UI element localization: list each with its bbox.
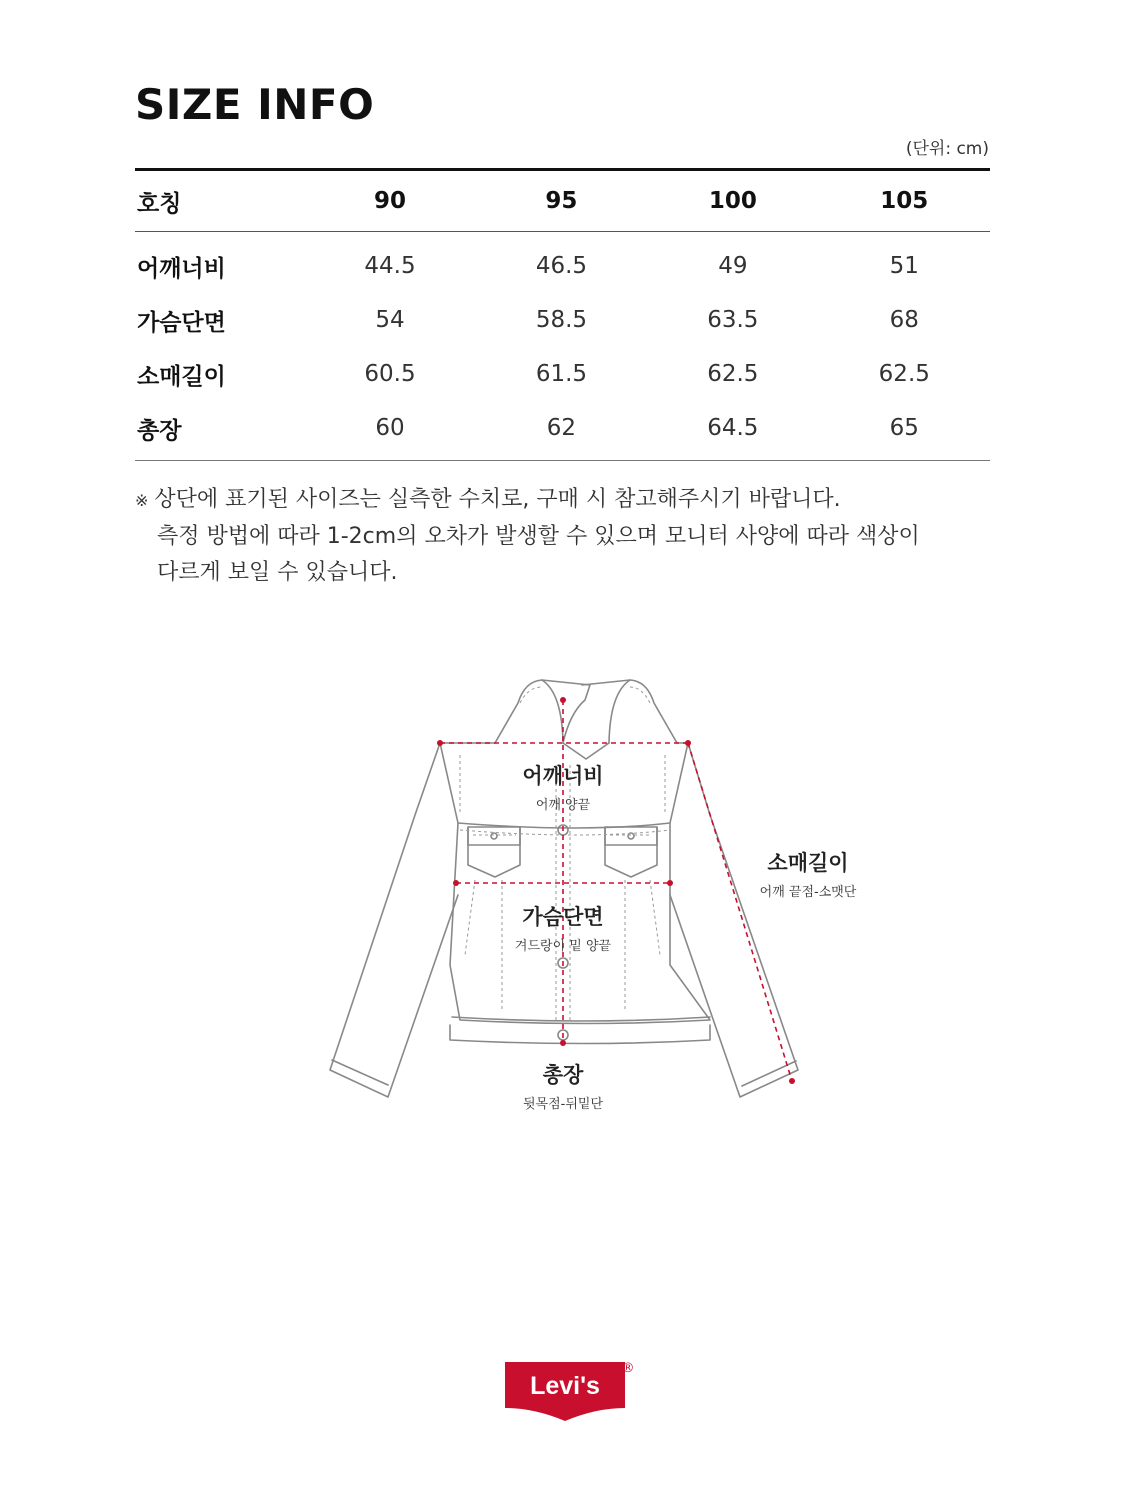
row-label: 총장 [137, 417, 182, 444]
table-cell: 65 [889, 415, 919, 441]
size-header: 95 [545, 188, 578, 214]
table-cell: 62 [546, 415, 577, 441]
label-subtitle: 어깨 끝점-소맷단 [759, 885, 857, 900]
label-title: 총장 [542, 1063, 584, 1087]
table-cell: 63.5 [707, 307, 759, 333]
label-subtitle: 뒷목점-뒤밑단 [522, 1097, 604, 1112]
size-header: 105 [880, 188, 929, 214]
measure-point [560, 697, 566, 703]
sleeve-length-label [760, 847, 857, 900]
jacket-outline [330, 680, 798, 1097]
jacket-measurement-diagram [320, 665, 880, 1125]
note-line: 다르게 보일 수 있습니다. [157, 560, 398, 585]
unit-label: (단위: cm) [905, 139, 989, 159]
table-cell: 64.5 [707, 415, 759, 441]
measurement-note [135, 482, 920, 591]
table-header-row [135, 170, 990, 232]
table-row [135, 293, 990, 347]
table-cell: 51 [889, 253, 919, 279]
shoulder-width-label [522, 760, 603, 813]
table-row [135, 232, 990, 294]
total-length-label [523, 1059, 603, 1112]
table-cell: 54 [375, 307, 405, 333]
note-text: 상단에 표기된 사이즈는 실측한 수치로, 구매 시 참고해주시기 바랍니다. [154, 487, 841, 512]
table-cell: 46.5 [535, 253, 588, 279]
table-cell: 62.5 [707, 361, 759, 387]
row-label: 어깨너비 [137, 255, 226, 282]
table-cell: 44.5 [364, 253, 416, 279]
row-label: 가슴단면 [137, 309, 226, 336]
label-subtitle: 어깨 양끝 [535, 798, 591, 813]
measure-point [667, 880, 673, 886]
size-header: 90 [374, 188, 407, 214]
note-line [135, 482, 920, 519]
table-cell: 61.5 [535, 361, 588, 387]
measure-point [685, 740, 691, 746]
label-title: 어깨너비 [522, 764, 604, 788]
table-cell: 62.5 [878, 361, 930, 387]
label-title: 가슴단면 [522, 905, 604, 929]
measurement-lines [437, 697, 795, 1084]
size-table [135, 168, 990, 461]
row-label: 소매길이 [137, 363, 226, 390]
measure-point [789, 1078, 795, 1084]
registered-mark: ® [621, 1361, 635, 1376]
measure-point [453, 880, 459, 886]
label-title: 소매길이 [767, 851, 849, 875]
table-cell: 60 [375, 415, 405, 441]
levis-logo [500, 1358, 635, 1423]
table-row [135, 347, 990, 401]
label-subtitle: 겨드랑이 밑 양끝 [514, 939, 612, 954]
table-row [135, 401, 990, 461]
measure-point [560, 1040, 566, 1046]
table-cell: 68 [889, 307, 919, 333]
size-header: 100 [708, 188, 757, 214]
logo-wordmark: Levi's [530, 1372, 600, 1400]
note-line: 측정 방법에 따라 1-2cm의 오차가 발생할 수 있으며 모니터 사양에 따라 색상이 [157, 524, 920, 549]
table-cell: 60.5 [364, 361, 416, 387]
measure-point [437, 740, 443, 746]
chest-width-label [515, 901, 611, 954]
table-cell: 58.5 [535, 307, 588, 333]
page-title: SIZE INFO [135, 80, 375, 129]
note-mark: ※ [135, 491, 149, 510]
table-cell: 49 [718, 253, 748, 279]
header-label: 호칭 [137, 190, 182, 217]
